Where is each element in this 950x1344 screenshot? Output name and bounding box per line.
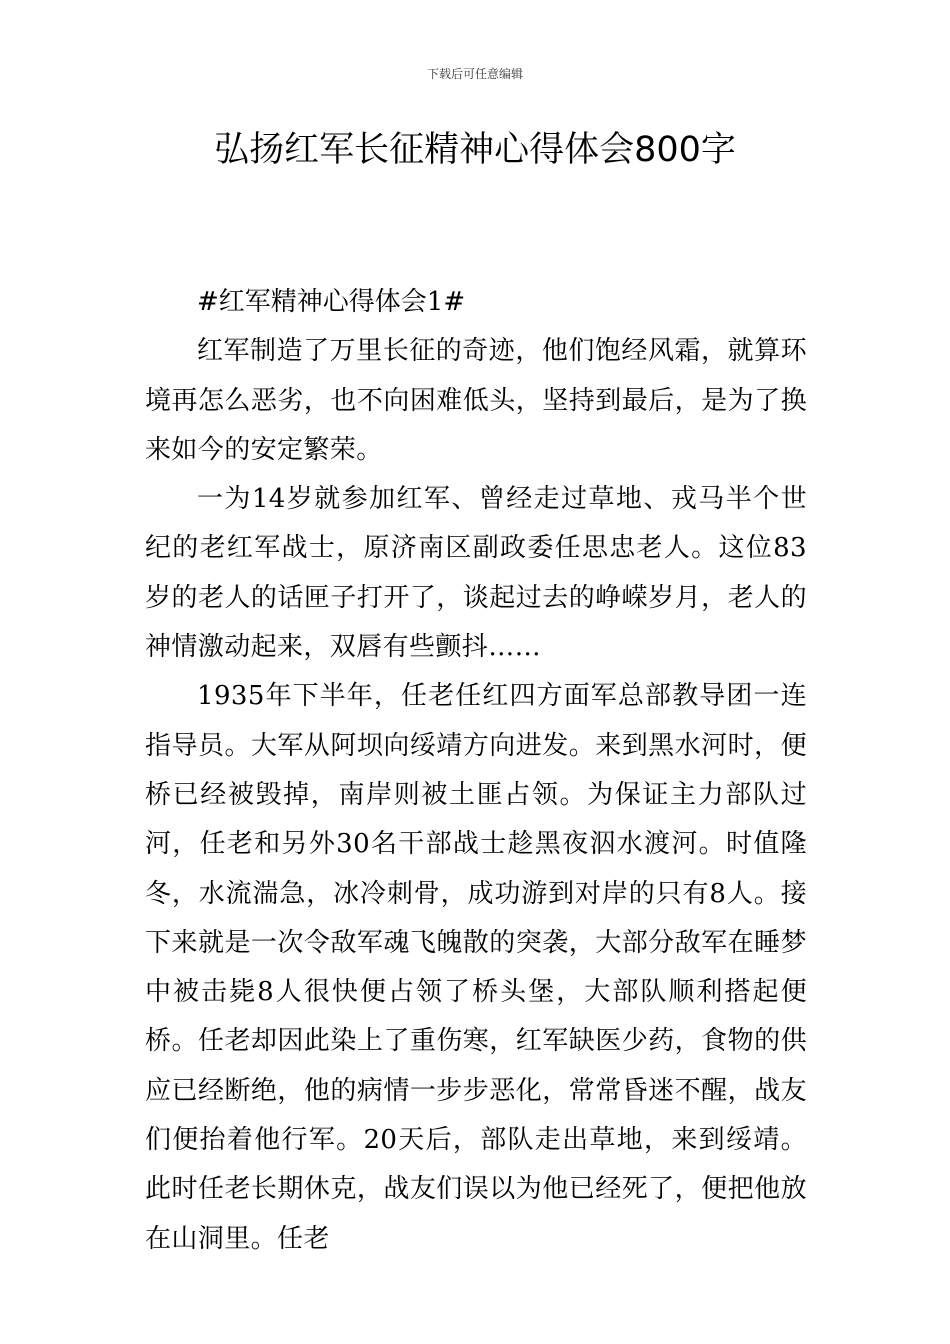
paragraph: 一为14岁就参加红军、曾经走过草地、戎马半个世纪的老红军战士，原济南区副政委任思忠老人。这位83岁的老人的话匣子打开了，谈起过去的峥嵘岁月，老人的神情激动起来，双唇有些颤抖…… — [145, 484, 807, 663]
document-body — [145, 278, 807, 1264]
header-note: 下载后可任意编辑 — [426, 67, 523, 81]
paragraph: 1935年下半年，任老任红四方面军总部教导团一连指导员。大军从阿坝向绥靖方向进发。来到黑水河时，便桥已经被毁掉，南岸则被土匪占领。为保证主力部队过河，任老和另外30名干部战士趁黑夜泅水渡河。时值隆冬，水流湍急，冰冷刺骨，成功游到对岸的只有8人。接下来就是一次令敌军魂飞魄散的突袭，大部分敌军在睡梦中被击毙8人很快便占领了桥头堡，大部队顺利搭起便桥。任老却因此染上了重伤寒，红军缺医少药，食物的供应已经断绝，他的病情一步步恶化，常常昏迷不醒，战友们便抬着他行军。20天后，部队走出草地，来到绥靖。此时任老长期休克，战友们误以为他已经死了，便把他放在山洞里。任老 — [145, 681, 807, 1254]
paragraph: 红军制造了万里长征的奇迹，他们饱经风霜，就算环境再怎么恶劣，也不向困难低头，坚持到最后，是为了换来如今的安定繁荣。 — [145, 336, 807, 465]
document-title: 弘扬红军长征精神心得体会800字 — [214, 130, 736, 170]
section-heading: #红军精神心得体会1# — [197, 287, 466, 317]
